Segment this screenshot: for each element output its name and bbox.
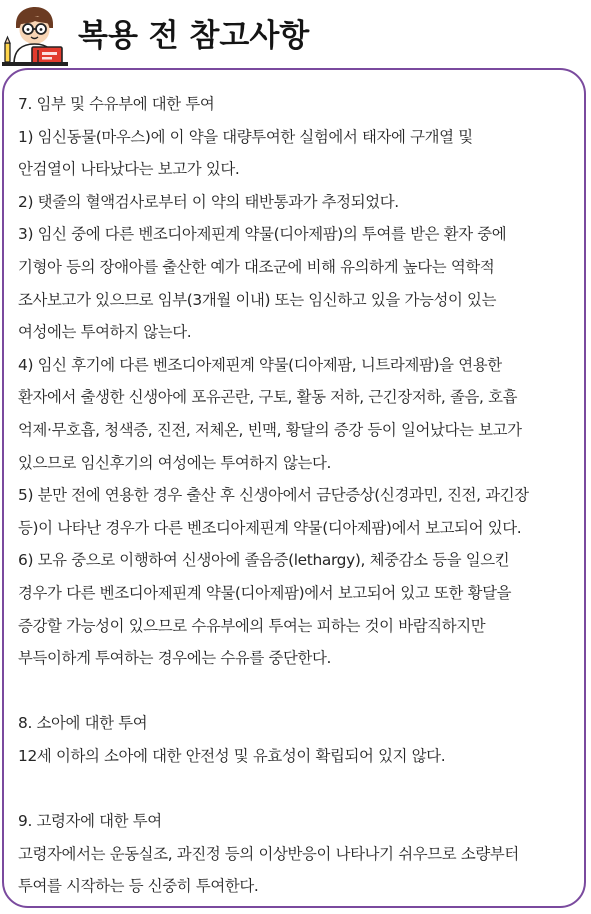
section-text-line: 5) 분만 전에 연용한 경우 출산 후 신생아에서 금단증상(신경과민, 진전, 과긴장 bbox=[18, 486, 529, 505]
section-spacer bbox=[18, 772, 578, 805]
student-with-book-icon bbox=[2, 4, 68, 66]
section-text-line: 12세 이하의 소아에 대한 안전성 및 유효성이 확립되어 있지 않다. bbox=[18, 746, 446, 765]
section-text-line: 있으므로 임신후기의 여성에는 투여하지 않는다. bbox=[18, 453, 332, 472]
section-text-line: 기형아 등의 장애아를 출산한 예가 대조군에 비해 유의하게 높다는 역학적 bbox=[18, 257, 495, 276]
section-text-line: 조사보고가 있으므로 임부(3개월 이내) 또는 임신하고 있을 가능성이 있는 bbox=[18, 290, 497, 309]
section-text-line: 6) 모유 중으로 이행하여 신생아에 졸음증(lethargy), 체중감소 등을 일으킨 bbox=[18, 551, 510, 570]
section-text-line: 여성에는 투여하지 않는다. bbox=[18, 323, 192, 342]
section-text-line: 투여를 시작하는 등 신중히 투여한다. bbox=[18, 877, 259, 896]
section-text-line: 환자에서 출생한 신생아에 포유곤란, 구토, 활동 저하, 근긴장저하, 졸음, 호흡 bbox=[18, 388, 518, 407]
section-heading: 8. 소아에 대한 투여 bbox=[18, 714, 148, 733]
section-text-line: 억제·무호흡, 청색증, 진전, 저체온, 빈맥, 황달의 증강 등이 일어났다는 보고가 bbox=[18, 420, 522, 439]
section-heading: 9. 고령자에 대한 투여 bbox=[18, 812, 162, 831]
section-spacer bbox=[18, 675, 578, 708]
section-text-line: 증강할 가능성이 있으므로 수유부에의 투여는 피하는 것이 바람직하지만 bbox=[18, 616, 486, 635]
section-text-line: 부득이하게 투여하는 경우에는 수유를 중단한다. bbox=[18, 649, 332, 668]
section-text-line: 등)이 나타난 경우가 다른 벤조디아제핀계 약물(디아제팜)에서 보고되어 있다. bbox=[18, 518, 522, 537]
section-text-line: 안검열이 나타났다는 보고가 있다. bbox=[18, 160, 240, 179]
section-text-line: 경우가 다른 벤조디아제핀계 약물(디아제팜)에서 보고되어 있고 또한 황달을 bbox=[18, 583, 512, 602]
page-header bbox=[0, 0, 591, 64]
section-text-line: 2) 탯줄의 혈액검사로부터 이 약의 태반통과가 추정되었다. bbox=[18, 192, 399, 211]
section-text-line: 4) 임신 후기에 다른 벤조디아제핀계 약물(디아제팜, 니트라제팜)을 연용한 bbox=[18, 355, 502, 374]
section-text-line: 3) 임신 중에 다른 벤조디아제핀계 약물(디아제팜)의 투여를 받은 환자 중에 bbox=[18, 225, 507, 244]
section-text-line: 1) 임신동물(마우스)에 이 약을 대량투여한 실험에서 태자에 구개열 및 bbox=[18, 127, 473, 146]
notes-content bbox=[18, 88, 578, 903]
section-heading: 7. 임부 및 수유부에 대한 투여 bbox=[18, 95, 215, 113]
section-text-line: 고령자에서는 운동실조, 과진정 등의 이상반응이 나타나기 쉬우므로 소량부터 bbox=[18, 844, 519, 863]
page-title: 복용 전 참고사항 bbox=[78, 18, 310, 54]
